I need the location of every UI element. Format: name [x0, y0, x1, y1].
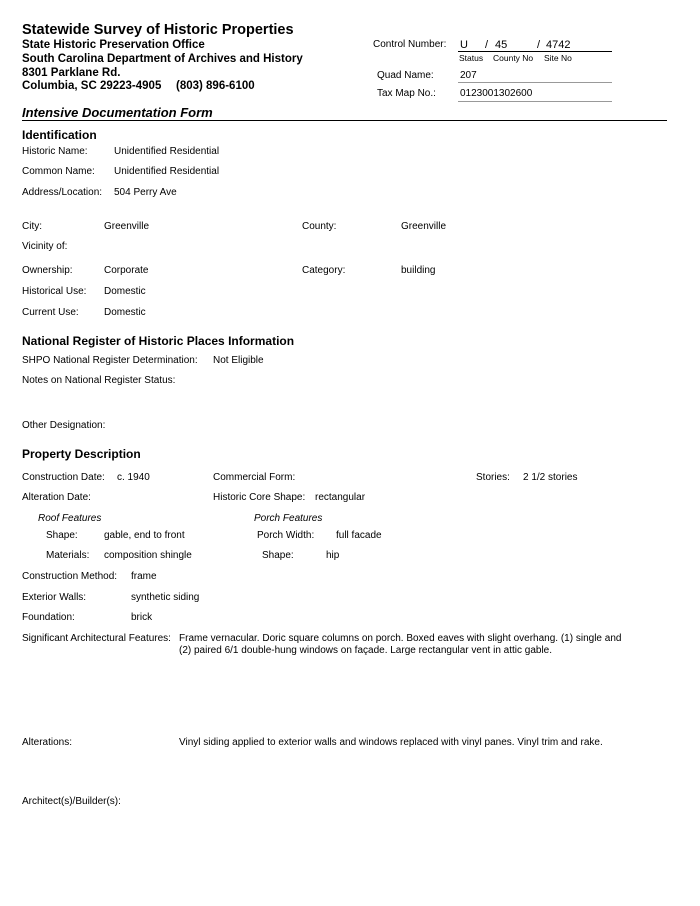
- quad-name-label: Quad Name:: [377, 70, 434, 81]
- historic-name-label: Historic Name:: [22, 146, 88, 157]
- ownership-label: Ownership:: [22, 265, 73, 276]
- foundation-label: Foundation:: [22, 612, 75, 623]
- stories-label: Stories:: [476, 472, 510, 483]
- alterations-label: Alterations:: [22, 737, 73, 748]
- street-address: 8301 Parklane Rd.: [22, 67, 121, 79]
- identification-heading: Identification: [22, 128, 97, 142]
- historical-use-value: Domestic: [104, 286, 146, 297]
- architectural-features-label: Significant Architectural Features:: [22, 633, 171, 644]
- county-label: County:: [302, 221, 337, 232]
- architectural-features-value: Frame vernacular. Doric square columns on porch. Boxed eaves with slight overhang. (1) single and (2) paired 6/1 double-hung windows on façade. Large rectangular vent in attic gable.: [179, 633, 622, 656]
- city-value: Greenville: [104, 221, 150, 232]
- vicinity-label: Vicinity of:: [22, 241, 68, 252]
- foundation-value: brick: [131, 612, 153, 623]
- exterior-walls-value: synthetic siding: [131, 592, 200, 603]
- shpo-determination-label: SHPO National Register Determination:: [22, 355, 198, 366]
- historical-use-label: Historical Use:: [22, 286, 87, 297]
- porch-shape-label: Shape:: [262, 550, 294, 561]
- nr-notes-label: Notes on National Register Status:: [22, 375, 176, 386]
- control-county-value: 45: [495, 39, 508, 51]
- roof-features-heading: Roof Features: [38, 513, 102, 524]
- office-name: State Historic Preservation Office: [22, 39, 205, 51]
- shpo-determination-value: Not Eligible: [213, 355, 264, 366]
- control-number-underline: [458, 51, 612, 52]
- office-phone: (803) 896-6100: [176, 80, 255, 92]
- roof-shape-label: Shape:: [46, 530, 78, 541]
- department-name: South Carolina Department of Archives and History: [22, 53, 303, 65]
- tax-map-label: Tax Map No.:: [377, 88, 436, 99]
- city-label: City:: [22, 221, 42, 232]
- historic-name-value: Unidentified Residential: [114, 146, 220, 157]
- control-status-value: U: [460, 39, 468, 51]
- construction-date-value: c. 1940: [117, 472, 150, 483]
- construction-method-label: Construction Method:: [22, 571, 118, 582]
- roof-shape-value: gable, end to front: [104, 530, 185, 541]
- other-designation-label: Other Designation:: [22, 420, 106, 431]
- common-name-label: Common Name:: [22, 166, 95, 177]
- exterior-walls-label: Exterior Walls:: [22, 592, 87, 603]
- form-title-rule: [22, 120, 667, 121]
- stories-value: 2 1/2 stories: [523, 472, 578, 483]
- alteration-date-label: Alteration Date:: [22, 492, 91, 503]
- common-name-value: Unidentified Residential: [114, 166, 220, 177]
- control-sep-2: /: [537, 39, 541, 51]
- county-value: Greenville: [401, 221, 447, 232]
- porch-shape-value: hip: [326, 550, 340, 561]
- alterations-value: Vinyl siding applied to exterior walls and windows replaced with vinyl panes. Vinyl trim and rake.: [179, 737, 603, 748]
- county-no-caption: County No: [493, 53, 534, 63]
- control-sep-1: /: [485, 39, 489, 51]
- category-label: Category:: [302, 265, 346, 276]
- property-description-heading: Property Description: [22, 447, 141, 461]
- status-caption: Status: [459, 53, 484, 63]
- current-use-value: Domestic: [104, 307, 146, 318]
- control-site-value: 4742: [546, 39, 571, 51]
- national-register-heading: National Register of Historic Places Information: [22, 334, 295, 348]
- core-shape-value: rectangular: [315, 492, 366, 503]
- address-label: Address/Location:: [22, 187, 103, 198]
- core-shape-label: Historic Core Shape:: [213, 492, 306, 503]
- construction-date-label: Construction Date:: [22, 472, 105, 483]
- current-use-label: Current Use:: [22, 307, 79, 318]
- survey-title: Statewide Survey of Historic Properties: [22, 22, 294, 38]
- control-number-label: Control Number:: [373, 39, 447, 50]
- address-value: 504 Perry Ave: [114, 187, 177, 198]
- construction-method-value: frame: [131, 571, 157, 582]
- roof-materials-label: Materials:: [46, 550, 90, 561]
- architect-builder-label: Architect(s)/Builder(s):: [22, 796, 121, 807]
- city-address: Columbia, SC 29223-4905: [22, 80, 162, 92]
- form-title: Intensive Documentation Form: [22, 105, 213, 120]
- category-value: building: [401, 265, 436, 276]
- tax-map-value: 0123001302600: [460, 88, 533, 99]
- tax-map-underline: [458, 101, 612, 102]
- ownership-value: Corporate: [104, 265, 149, 276]
- quad-name-underline: [458, 82, 612, 83]
- roof-materials-value: composition shingle: [104, 550, 192, 561]
- commercial-form-label: Commercial Form:: [213, 472, 296, 483]
- porch-features-heading: Porch Features: [254, 513, 323, 524]
- site-no-caption: Site No: [544, 53, 572, 63]
- porch-width-label: Porch Width:: [257, 530, 315, 541]
- porch-width-value: full facade: [336, 530, 382, 541]
- quad-name-value: 207: [460, 70, 477, 81]
